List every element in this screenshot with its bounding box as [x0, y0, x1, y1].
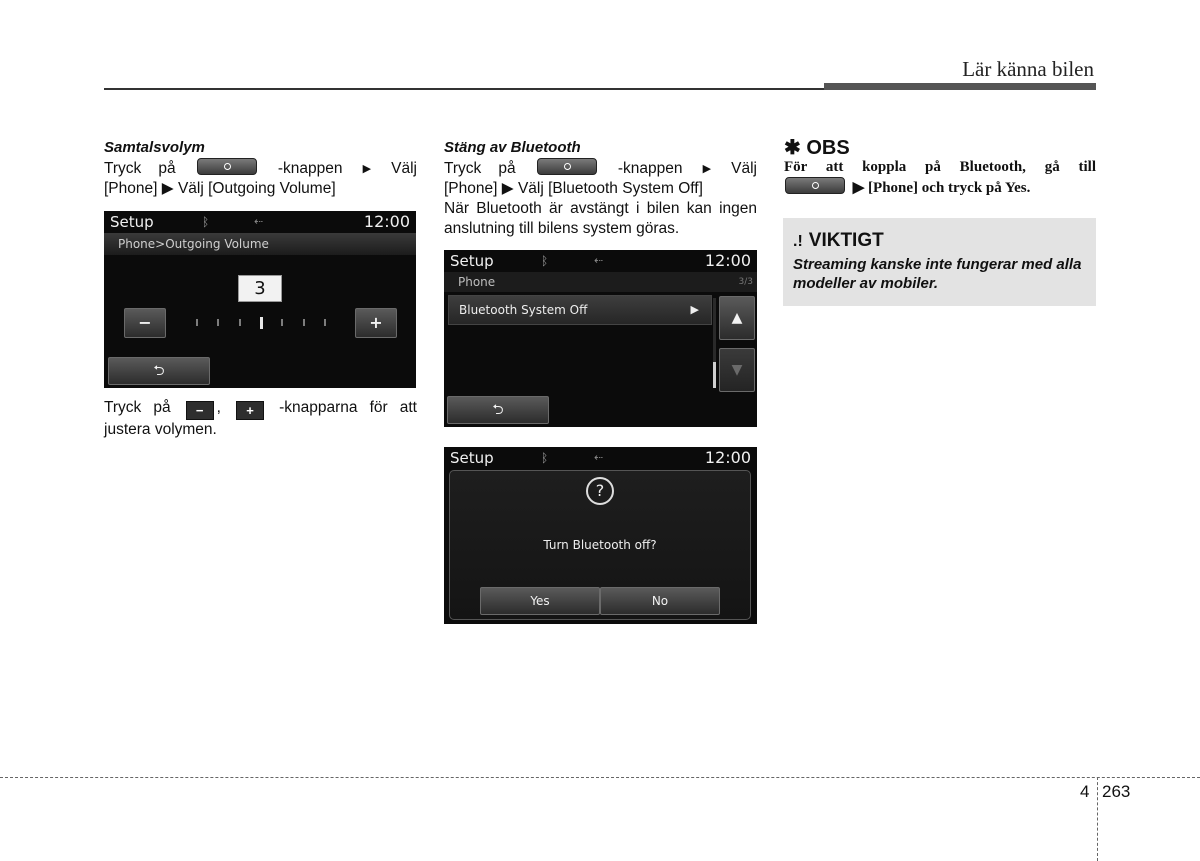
- usb-icon: ⇠: [594, 254, 604, 267]
- header-rule: [104, 88, 824, 90]
- volume-tick: [217, 319, 219, 326]
- obs-line-1: För att koppla på Bluetooth, gå till: [784, 159, 1096, 175]
- screen-title: Setup: [450, 449, 494, 467]
- screen-clock: 12:00: [704, 251, 751, 270]
- header-bar: [824, 83, 1096, 90]
- bluetooth-icon: ᛒ: [202, 215, 210, 229]
- no-button[interactable]: No: [600, 587, 720, 615]
- breadcrumb-bar: [104, 233, 416, 255]
- screen-phone-list: [444, 250, 757, 427]
- instruction-line-2: [Phone] ▶ Välj [Outgoing Volume]: [104, 180, 336, 197]
- bluetooth-off-note: När Bluetooth är avstängt i bilen kan ingen anslutning till bilens system göras.: [444, 200, 757, 237]
- instruction-line-1: [104, 158, 417, 179]
- screen-turn-bluetooth-off-dialog: [444, 447, 757, 624]
- viktigt-heading: [793, 230, 884, 252]
- volume-minus-button[interactable]: −: [124, 308, 166, 338]
- text-knappen: -knappen: [277, 160, 343, 177]
- scroll-down-button[interactable]: ▼: [719, 348, 755, 392]
- text-tryck-pa-2: Tryck på: [104, 399, 171, 416]
- screen-title: Setup: [450, 252, 494, 270]
- subhead-samtalsvolym: Samtalsvolym: [104, 139, 205, 156]
- bluetooth-icon: ᛒ: [541, 254, 549, 268]
- obs-line-2-text: ▶ [Phone] och tryck på Yes.: [852, 180, 1031, 196]
- subhead-stang-av-bluetooth: Stäng av Bluetooth: [444, 139, 581, 156]
- minus-key-icon: −: [186, 401, 214, 420]
- chapter-number: 4: [1080, 782, 1090, 801]
- page-indicator: 3/3: [738, 277, 753, 287]
- list-item-label: Bluetooth System Off: [459, 303, 588, 317]
- arrow-right-icon: ▶: [362, 163, 372, 175]
- obs-heading: ✱ OBS: [784, 137, 850, 159]
- yes-button[interactable]: Yes: [480, 587, 600, 615]
- text-tryck-pa: Tryck på: [104, 160, 176, 177]
- volume-tick: [324, 319, 326, 326]
- arrow-right-icon: ▶: [702, 163, 712, 175]
- text-knappen: -knappen: [617, 160, 683, 177]
- viktigt-box: [783, 218, 1096, 306]
- screen-title: Setup: [110, 213, 154, 231]
- volume-tick: [239, 319, 241, 326]
- screen-clock: 12:00: [363, 212, 410, 231]
- column-samtalsvolym: [104, 138, 417, 199]
- footer-divider: [1097, 777, 1098, 861]
- page-number: 263: [1102, 782, 1131, 801]
- chapter-title: Lär känna bilen: [962, 57, 1094, 81]
- breadcrumb: Phone>Outgoing Volume: [118, 237, 269, 251]
- list-item-bluetooth-system-off[interactable]: [448, 295, 712, 325]
- chevron-right-icon: ▶: [690, 303, 699, 316]
- confirm-dialog: [449, 470, 751, 620]
- question-icon: ?: [586, 477, 614, 505]
- volume-plus-button[interactable]: +: [355, 308, 397, 338]
- volume-tick: [260, 317, 263, 329]
- viktigt-heading-text: VIKTIGT: [808, 230, 884, 251]
- usb-icon: ⇠: [254, 215, 264, 228]
- scroll-up-button[interactable]: ▲: [719, 296, 755, 340]
- volume-tick: [281, 319, 283, 326]
- scrollbar-thumb[interactable]: [713, 362, 716, 388]
- screen-outgoing-volume: [104, 211, 416, 388]
- bluetooth-icon: ᛒ: [541, 451, 549, 465]
- list-header: Phone: [458, 275, 496, 289]
- volume-tick: [196, 319, 198, 326]
- volume-tick: [303, 319, 305, 326]
- warning-icon: .!: [793, 233, 803, 250]
- screen-clock: 12:00: [704, 448, 751, 467]
- setup-key-icon: [537, 158, 597, 175]
- setup-key-icon: [197, 158, 257, 175]
- text-comma: ,: [216, 399, 221, 416]
- back-button[interactable]: ⮌: [447, 396, 549, 424]
- back-button[interactable]: ⮌: [108, 357, 210, 385]
- dialog-message: Turn Bluetooth off?: [543, 538, 657, 552]
- obs-line-2: [784, 177, 1096, 198]
- plus-key-icon: +: [236, 401, 264, 420]
- volume-value-display: 3: [238, 275, 282, 302]
- footer-rule: [0, 777, 1200, 778]
- instruction-line-2: [Phone] ▶ Välj [Bluetooth System Off]: [444, 180, 703, 197]
- instruction-line-1: [444, 158, 757, 179]
- list-header-bar: [444, 272, 757, 292]
- text-valj: Välj: [391, 160, 417, 177]
- column-stang-av-bluetooth: [444, 138, 757, 239]
- column-obs: [784, 138, 1096, 198]
- scrollbar-track: [713, 298, 716, 388]
- after-screen-text: [104, 398, 417, 440]
- viktigt-text: Streaming kanske inte fungerar med alla modeller av mobiler.: [793, 256, 1082, 292]
- text-tryck-pa: Tryck på: [444, 160, 516, 177]
- setup-key-icon: [785, 177, 845, 194]
- text-valj: Välj: [731, 160, 757, 177]
- text-knapparna: -knapparna för att justera volymen.: [104, 399, 417, 438]
- usb-icon: ⇠: [594, 451, 604, 464]
